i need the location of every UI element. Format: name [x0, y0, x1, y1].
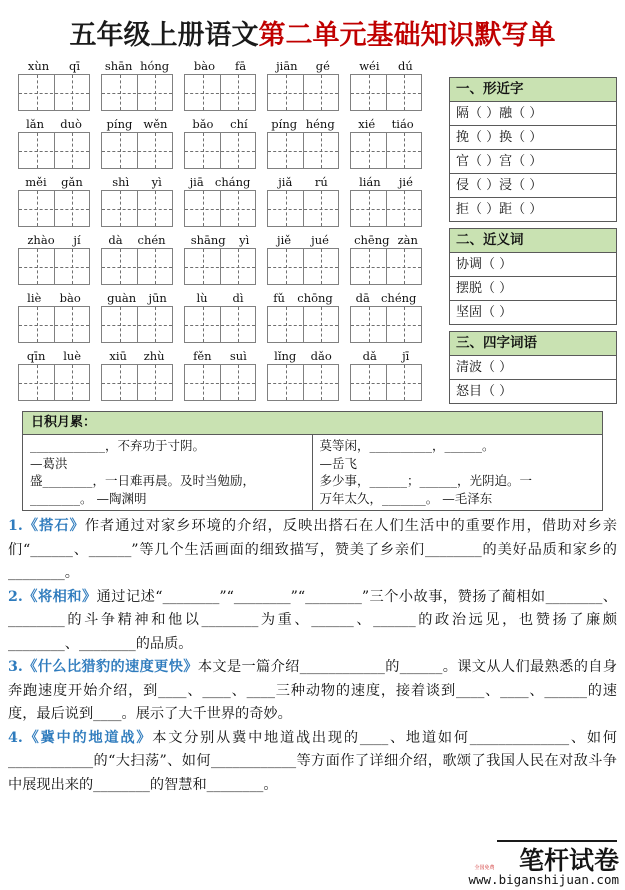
- pinyin-syllable: qīn: [26, 349, 46, 363]
- lesson-paragraph: [8, 515, 617, 586]
- watermark-url: www.biganshijuan.com: [468, 871, 619, 887]
- pinyin-syllable: xiū: [109, 349, 127, 363]
- pinyin-syllable: héng: [305, 117, 335, 131]
- accumulation-right-lines: [320, 437, 596, 507]
- accumulation-box: [22, 411, 603, 511]
- tianzige-dash-left: [286, 249, 287, 284]
- main-body: [0, 55, 625, 404]
- paragraph-number: 3.: [8, 659, 23, 675]
- pinyin-syllable: hóng: [140, 59, 170, 73]
- pinyin-syllable: bǎo: [192, 117, 214, 131]
- side-panel: [449, 77, 617, 404]
- tianzige-box[interactable]: [350, 190, 422, 227]
- pinyin-syllable: jué: [311, 233, 329, 247]
- tianzige-box[interactable]: [184, 248, 256, 285]
- pinyin-syllable: fā: [234, 59, 247, 73]
- pinyin-syllable: fěn: [193, 349, 212, 363]
- tianzige-dash-right: [321, 75, 322, 110]
- tianzige-box[interactable]: [101, 364, 173, 401]
- pinyin-syllable: dì: [232, 291, 244, 305]
- tianzige-box[interactable]: [18, 364, 90, 401]
- tianzige-dash-right: [238, 133, 239, 168]
- tianzige-dash-right: [404, 191, 405, 226]
- tianzige-dash-right: [72, 133, 73, 168]
- pinyin-syllable: jié: [398, 175, 413, 189]
- tianzige-dash-right: [321, 307, 322, 342]
- pinyin-syllable: duò: [60, 117, 82, 131]
- tianzige-dash-left: [37, 75, 38, 110]
- tianzige-dash-left: [120, 365, 121, 400]
- writing-box-row: [18, 74, 440, 112]
- tianzige-dash-left: [369, 75, 370, 110]
- tianzige-dash-right: [321, 191, 322, 226]
- tianzige-dash-right: [238, 307, 239, 342]
- pinyin-row: [18, 113, 440, 132]
- tianzige-dash-left: [203, 75, 204, 110]
- pinyin-label: [267, 287, 339, 306]
- side-section-item[interactable]: 官（ ）宫（ ）: [450, 150, 616, 174]
- accumulation-left-lines: [30, 437, 305, 507]
- side-section: [449, 331, 617, 404]
- accumulation-right-column: [313, 435, 603, 510]
- pinyin-syllable: dú: [397, 59, 413, 73]
- pinyin-grid-area: [0, 55, 440, 403]
- tianzige-dash-right: [404, 133, 405, 168]
- lesson-paragraph: [8, 727, 617, 798]
- tianzige-dash-left: [203, 365, 204, 400]
- tianzige-box[interactable]: [101, 306, 173, 343]
- pinyin-syllable: liè: [27, 291, 42, 305]
- watermark: [468, 845, 619, 887]
- tianzige-dash-right: [404, 365, 405, 400]
- tianzige-box[interactable]: [350, 74, 422, 111]
- watermark-tiny-text: 全国免费: [474, 865, 495, 871]
- pinyin-label: [18, 113, 90, 132]
- pinyin-syllable: guàn: [107, 291, 137, 305]
- tianzige-dash-left: [120, 133, 121, 168]
- tianzige-box[interactable]: [18, 74, 90, 111]
- accumulation-line: 盛________，一日难再晨。及时当勉励，: [30, 473, 256, 488]
- pinyin-syllable: xié: [358, 117, 376, 131]
- accumulation-line: 莫等闲，__________，______。: [319, 438, 495, 453]
- pinyin-syllable: bào: [59, 291, 81, 305]
- side-section-item[interactable]: 摆脱（ ）: [450, 277, 616, 301]
- pinyin-syllable: jī: [402, 349, 410, 363]
- tianzige-dash-left: [286, 133, 287, 168]
- paragraph-number: 4.: [8, 729, 23, 746]
- accumulation-line: ________。 —陶渊明: [30, 490, 147, 506]
- pinyin-label: [18, 287, 90, 306]
- tianzige-dash-right: [155, 249, 156, 284]
- pinyin-label: [184, 55, 256, 74]
- writing-box-row: [18, 248, 440, 286]
- pinyin-syllable: gé: [315, 59, 330, 73]
- tianzige-dash-left: [203, 191, 204, 226]
- tianzige-dash-right: [155, 133, 156, 168]
- side-section-heading: 二、近义词: [450, 229, 616, 253]
- tianzige-dash-left: [120, 249, 121, 284]
- tianzige-box[interactable]: [101, 190, 173, 227]
- tianzige-dash-right: [238, 75, 239, 110]
- tianzige-box[interactable]: [18, 190, 90, 227]
- side-section-item[interactable]: 坚固（ ）: [450, 301, 616, 325]
- pinyin-label: [267, 171, 339, 190]
- pinyin-label: [101, 171, 173, 190]
- pinyin-grid-host: [18, 55, 440, 402]
- pinyin-label: [101, 287, 173, 306]
- tianzige-dash-right: [155, 307, 156, 342]
- tianzige-dash-left: [203, 307, 204, 342]
- tianzige-box[interactable]: [350, 132, 422, 169]
- pinyin-syllable: rú: [314, 175, 328, 189]
- pinyin-syllable: shāng: [190, 233, 226, 247]
- pinyin-syllable: luè: [63, 349, 82, 363]
- lesson-paragraph: [8, 586, 617, 657]
- pinyin-label: [350, 345, 422, 364]
- side-section-item[interactable]: 挽（ ）换（ ）: [450, 126, 616, 150]
- page-title: [0, 0, 625, 49]
- tianzige-dash-right: [238, 365, 239, 400]
- accumulation-body: [23, 435, 602, 510]
- pinyin-label: [18, 229, 90, 248]
- tianzige-dash-left: [37, 191, 38, 226]
- pinyin-label: [101, 113, 173, 132]
- pinyin-label: [350, 287, 422, 306]
- tianzige-box[interactable]: [101, 132, 173, 169]
- tianzige-box[interactable]: [184, 306, 256, 343]
- tianzige-box[interactable]: [101, 74, 173, 111]
- tianzige-box[interactable]: [18, 132, 90, 169]
- pinyin-syllable: jiā: [189, 175, 204, 189]
- pinyin-label: [101, 55, 173, 74]
- tianzige-dash-right: [404, 75, 405, 110]
- lesson-title: 《将相和》: [22, 588, 97, 605]
- pinyin-syllable: cháng: [214, 175, 251, 189]
- accumulation-heading: 日积月累：: [23, 412, 602, 435]
- tianzige-dash-right: [321, 365, 322, 400]
- tianzige-dash-right: [72, 307, 73, 342]
- tianzige-dash-left: [286, 365, 287, 400]
- tianzige-dash-right: [404, 307, 405, 342]
- paragraph-number: 2.: [8, 588, 23, 605]
- tianzige-dash-right: [404, 249, 405, 284]
- pinyin-syllable: píng: [106, 117, 133, 131]
- pinyin-syllable: dǎo: [310, 349, 332, 363]
- tianzige-box[interactable]: [184, 74, 256, 111]
- accumulation-line: —岳飞: [319, 455, 358, 471]
- pinyin-row: [18, 287, 440, 306]
- pinyin-label: [350, 171, 422, 190]
- side-section-item[interactable]: 侵（ ）浸（ ）: [450, 174, 616, 198]
- pinyin-syllable: jiān: [276, 59, 298, 73]
- tianzige-dash-left: [369, 249, 370, 284]
- tianzige-dash-left: [369, 307, 370, 342]
- side-section-heading: 三、四字词语: [450, 332, 616, 356]
- tianzige-dash-right: [72, 191, 73, 226]
- pinyin-syllable: píng: [271, 117, 298, 131]
- pinyin-syllable: jiǎ: [278, 175, 293, 189]
- tianzige-dash-left: [203, 249, 204, 284]
- side-section-item[interactable]: 隔（ ）融（ ）: [450, 102, 616, 126]
- pinyin-syllable: zhào: [27, 233, 55, 247]
- side-section-item[interactable]: 清波（ ）: [450, 356, 616, 380]
- pinyin-syllable: jiě: [277, 233, 292, 247]
- pinyin-syllable: chéng: [380, 291, 417, 305]
- pinyin-label: [350, 113, 422, 132]
- tianzige-dash-right: [238, 249, 239, 284]
- page-title-red: 第二单元基础知识默写单: [258, 20, 556, 51]
- tianzige-box[interactable]: [267, 248, 339, 285]
- pinyin-syllable: bào: [193, 59, 216, 73]
- pinyin-label: [101, 229, 173, 248]
- pinyin-label: [350, 55, 422, 74]
- pinyin-syllable: yì: [239, 233, 250, 247]
- writing-box-row: [18, 364, 440, 402]
- pinyin-label: [350, 229, 422, 248]
- writing-box-row: [18, 132, 440, 170]
- lesson-title: 《搭石》: [22, 518, 85, 534]
- tianzige-dash-left: [37, 133, 38, 168]
- pinyin-syllable: suì: [229, 349, 247, 363]
- paragraph-text: 作者通过对家乡环境的介绍，反映出搭石在人们生活中的重要作用，借助对乡亲们“______、______”等几个生活画面的细致描写，赞美了乡亲们________的美好品质和家乡的________。: [8, 518, 617, 581]
- tianzige-dash-right: [155, 365, 156, 400]
- tianzige-box[interactable]: [184, 364, 256, 401]
- pinyin-syllable: qī: [69, 59, 81, 73]
- tianzige-box[interactable]: [18, 248, 90, 285]
- pinyin-syllable: chén: [137, 233, 166, 247]
- lesson-title: 《什么比猎豹的速度更快》: [22, 659, 198, 675]
- paragraphs-host: [8, 515, 617, 797]
- side-sections-host: [449, 77, 617, 404]
- pinyin-syllable: lǎn: [26, 117, 45, 131]
- accumulation-line: ____________，不弃功于寸阴。: [30, 438, 206, 453]
- side-section-item[interactable]: 拒（ ）距（ ）: [450, 198, 616, 222]
- writing-box-row: [18, 190, 440, 228]
- side-section-item[interactable]: 怒目（ ）: [450, 380, 616, 404]
- pinyin-syllable: chōng: [297, 291, 333, 305]
- pinyin-label: [18, 171, 90, 190]
- tianzige-box[interactable]: [350, 364, 422, 401]
- pinyin-syllable: chēng: [354, 233, 390, 247]
- tianzige-dash-right: [321, 249, 322, 284]
- paragraph-section: [8, 515, 617, 797]
- pinyin-syllable: měi: [25, 175, 47, 189]
- tianzige-dash-left: [203, 133, 204, 168]
- tianzige-box[interactable]: [184, 132, 256, 169]
- tianzige-dash-right: [321, 133, 322, 168]
- pinyin-label: [18, 345, 90, 364]
- tianzige-dash-right: [72, 365, 73, 400]
- pinyin-row: [18, 345, 440, 364]
- accumulation-line: —葛洪: [30, 455, 68, 471]
- tianzige-dash-right: [155, 75, 156, 110]
- watermark-rule: [497, 840, 617, 842]
- tianzige-dash-right: [238, 191, 239, 226]
- pinyin-label: [101, 345, 173, 364]
- tianzige-dash-right: [72, 75, 73, 110]
- pinyin-row: [18, 171, 440, 190]
- page-title-black: 五年级上册语文: [69, 20, 259, 51]
- watermark-brand: 笔杆试卷: [518, 845, 619, 875]
- pinyin-syllable: wéi: [359, 59, 380, 73]
- lesson-title: 《冀中的地道战》: [22, 729, 153, 746]
- lesson-paragraph: [8, 656, 617, 727]
- pinyin-syllable: jūn: [148, 291, 167, 305]
- accumulation-left-column: [23, 435, 313, 510]
- tianzige-dash-left: [120, 75, 121, 110]
- tianzige-dash-left: [37, 365, 38, 400]
- pinyin-syllable: lián: [359, 175, 381, 189]
- tianzige-box[interactable]: [267, 74, 339, 111]
- pinyin-syllable: shān: [104, 59, 133, 73]
- tianzige-dash-right: [72, 249, 73, 284]
- tianzige-box[interactable]: [267, 132, 339, 169]
- accumulation-line: 万年太久，_______。 —毛泽东: [319, 490, 493, 506]
- pinyin-syllable: fǔ: [273, 291, 285, 305]
- tianzige-dash-left: [120, 191, 121, 226]
- pinyin-syllable: yì: [151, 175, 162, 189]
- side-section: [449, 77, 617, 222]
- pinyin-row: [18, 229, 440, 248]
- pinyin-syllable: dā: [355, 291, 370, 305]
- tianzige-box[interactable]: [350, 306, 422, 343]
- tianzige-box[interactable]: [18, 306, 90, 343]
- pinyin-label: [184, 229, 256, 248]
- pinyin-syllable: gǎn: [61, 175, 83, 189]
- tianzige-box[interactable]: [267, 190, 339, 227]
- tianzige-box[interactable]: [101, 248, 173, 285]
- pinyin-label: [267, 55, 339, 74]
- pinyin-label: [184, 287, 256, 306]
- pinyin-label: [267, 113, 339, 132]
- pinyin-syllable: xùn: [27, 59, 50, 73]
- pinyin-label: [184, 171, 256, 190]
- tianzige-dash-left: [37, 307, 38, 342]
- pinyin-label: [267, 345, 339, 364]
- tianzige-box[interactable]: [267, 364, 339, 401]
- paragraph-number: 1.: [8, 518, 23, 534]
- pinyin-syllable: tiáo: [391, 117, 414, 131]
- pinyin-syllable: jí: [73, 233, 81, 247]
- pinyin-label: [267, 229, 339, 248]
- paragraph-text: 本文分别从冀中地道战出现的____、地道如何______________、如何____________的“大扫荡”、如何____________等方面作了详细介绍，歌颂了我国人民在对敌斗争中展现出来的________的智慧和________。: [8, 729, 617, 793]
- tianzige-dash-left: [286, 307, 287, 342]
- pinyin-syllable: dà: [108, 233, 123, 247]
- tianzige-box[interactable]: [350, 248, 422, 285]
- paragraph-text: 本文是一篇介绍____________的______。课文从人们最熟悉的自身奔跑速度开始介绍，到____、____、____三种动物的速度，接着谈到____、____、______的速度，最后说到____。展示了大千世界的奇妙。: [8, 659, 617, 722]
- pinyin-syllable: wěn: [143, 117, 168, 131]
- writing-box-row: [18, 306, 440, 344]
- tianzige-dash-left: [369, 191, 370, 226]
- pinyin-row: [18, 55, 440, 74]
- accumulation-line: 多少事，______；______，光阴迫。一: [319, 473, 533, 488]
- pinyin-syllable: zhù: [143, 349, 165, 363]
- tianzige-dash-left: [369, 365, 370, 400]
- pinyin-syllable: chí: [230, 117, 248, 131]
- pinyin-label: [184, 113, 256, 132]
- side-section-heading: 一、形近字: [450, 78, 616, 102]
- pinyin-label: [18, 55, 90, 74]
- tianzige-dash-left: [120, 307, 121, 342]
- pinyin-syllable: zàn: [397, 233, 418, 247]
- side-section: [449, 228, 617, 325]
- tianzige-dash-left: [369, 133, 370, 168]
- side-section-item[interactable]: 协调（ ）: [450, 253, 616, 277]
- tianzige-dash-left: [37, 249, 38, 284]
- pinyin-syllable: dǎ: [362, 349, 377, 363]
- tianzige-box[interactable]: [267, 306, 339, 343]
- tianzige-dash-left: [286, 191, 287, 226]
- pinyin-syllable: lǐng: [274, 349, 297, 363]
- pinyin-label: [184, 345, 256, 364]
- pinyin-syllable: shì: [112, 175, 130, 189]
- tianzige-box[interactable]: [184, 190, 256, 227]
- pinyin-syllable: lù: [196, 291, 208, 305]
- tianzige-dash-left: [286, 75, 287, 110]
- paragraph-text: 通过记述“________”“________”“________”三个小故事，赞扬了蔺相如________、________的斗争精神和他以________为重、______、______的政治远见，也赞扬了廉颇________、________的品质。: [8, 588, 617, 652]
- tianzige-dash-right: [155, 191, 156, 226]
